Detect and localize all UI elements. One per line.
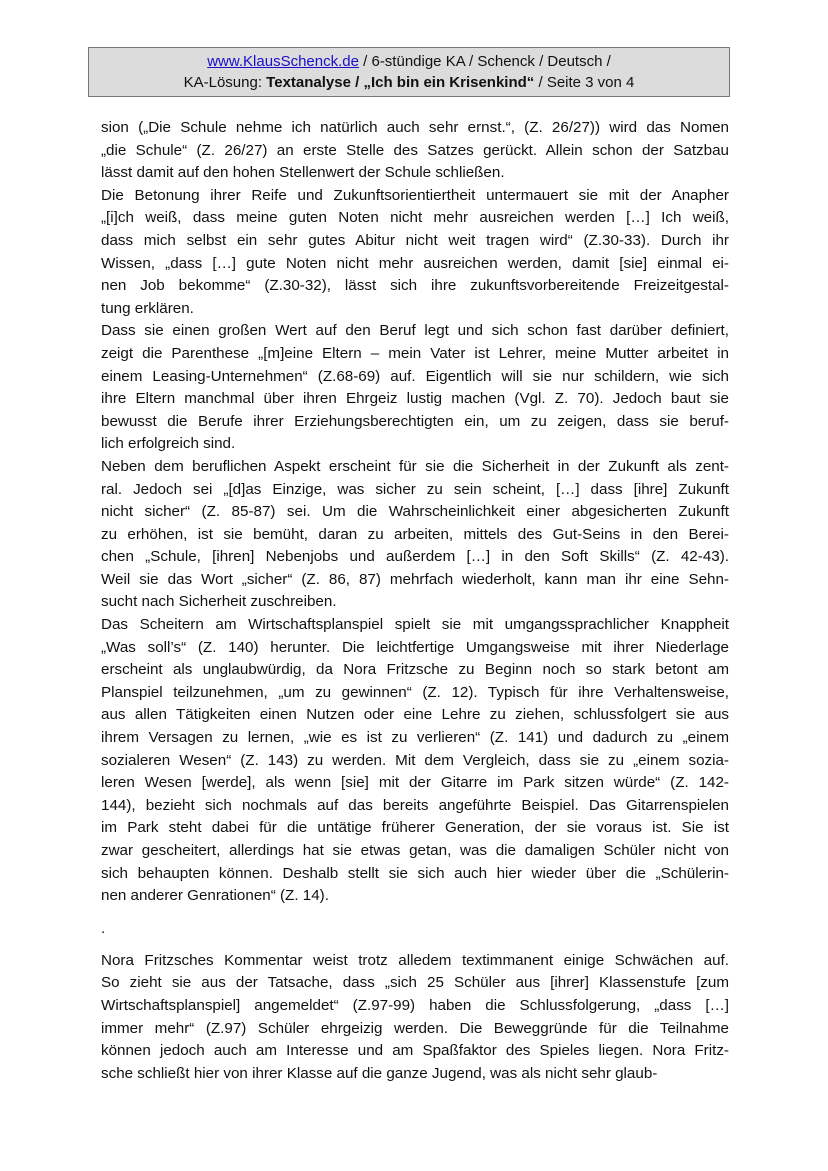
text-line: können jedoch auch am Interesse und am Spaßfaktor des Spieles liegen. Nora Fritz- (101, 1042, 729, 1060)
document-body (101, 117, 729, 1085)
text-line: zeigt die Parenthese „[m]eine Eltern – mein Vater ist Lehrer, meine Mutter arbeitet in (101, 344, 729, 362)
text-line: ihrem Versagen zu lernen, „wie es ist zu verlieren“ (Z. 141) und dadurch zu „einem (101, 729, 729, 747)
text-line: Dass sie einen großen Wert auf den Beruf legt und sich schon fast darüber definiert, (101, 322, 729, 340)
text-line: bewusst die Berufe ihrer Erziehungsberechtigten ein, um zu zeigen, dass sie beruf- (101, 412, 729, 430)
section-gap (101, 940, 729, 950)
text-line: Weil sie das Wort „sicher“ (Z. 86, 87) mehrfach wiederholt, kann man ihr eine Sehn- (101, 570, 729, 588)
text-line: zwar gescheitert, allerdings hat sie etwas getan, was die damaligen Schüler nicht von (101, 842, 729, 859)
paragraph (101, 185, 729, 321)
header-line-1-rest: / 6-stündige KA / Schenck / Deutsch / (358, 53, 611, 70)
site-link[interactable]: www.KlausSchenck.de (207, 53, 359, 70)
page-header (88, 47, 730, 97)
text-line: sucht nach Sicherheit zuschreiben. (101, 593, 337, 611)
text-line: leren Wesen [werde], als wenn [sie] mit der Gitarre im Park sitzen würde“ (Z. 142- (101, 774, 729, 792)
header-line-2 (89, 72, 729, 93)
paragraph (101, 456, 729, 614)
text-line: 144), bezieht sich nochmals auf das bereits angeführte Beispiel. Das Gitarrenspielen (101, 796, 729, 814)
text-line: nen Job bekomme“ (Z.30-32), lässt sich ihre zukunftsvorbereitende Freizeitgestal- (101, 277, 729, 295)
text-line: Die Betonung ihrer Reife und Zukunftsorientiertheit untermauert sie mit der Anapher (101, 186, 729, 204)
header-title: Textanalyse / „Ich bin ein Krisenkind“ (266, 74, 535, 91)
text-line: nicht sicher“ (Z. 85-87) sei. Um die Wahrscheinlichkeit einer abgesicherten Zukunft (101, 503, 729, 521)
text-line: sion („Die Schule nehme ich natürlich auch sehr ernst.“, (Z. 26/27)) wird das Nomen (101, 119, 729, 136)
text-line: Neben dem beruflichen Aspekt erscheint für sie die Sicherheit in der Zukunft als zent- (101, 457, 729, 475)
text-line: aus allen Tätigkeiten einen Nutzen oder eine Lehre zu ziehen, schlussfolgert sie aus (101, 706, 729, 724)
text-line: dass mich selbst ein sehr gutes Abitur nicht weit tragen wird“ (Z.30-33). Durch ihr (101, 231, 729, 249)
text-line: lässt damit auf den hohen Stellenwert der Schule schließen. (101, 164, 505, 182)
text-line: nen anderer Genrationen“ (Z. 14). (101, 887, 329, 905)
paragraph (101, 320, 729, 456)
text-line: Das Scheitern am Wirtschaftsplanspiel spielt sie mit umgangssprachlicher Knappheit (101, 616, 729, 634)
text-line: lich erfolgreich sind. (101, 435, 236, 453)
text-line: sozialeren Wesen“ (Z. 143) zu werden. Mit dem Vergleich, dass sie zu „einem sozia- (101, 751, 729, 769)
text-line: Wirtschaftsplanspiel] angemeldet“ (Z.97-99) haben die Schlussfolgerung, „dass […] (101, 996, 729, 1014)
text-line: sich behaupten können. Deshalb stellt sie sich auch hier wieder über die „Schülerin- (101, 864, 729, 882)
paragraph (101, 614, 729, 908)
text-line: sche schließt hier von ihrer Klasse auf die ganze Jugend, was als nicht sehr glaub- (101, 1064, 658, 1082)
text-line: im Park steht dabei für die untätige früherer Generation, der sie voraus ist. Sie ist (101, 819, 729, 837)
text-line: Nora Fritzsches Kommentar weist trotz alledem textimmanent einige Schwächen auf. (101, 951, 729, 969)
header-page-info: / Seite 3 von 4 (534, 74, 635, 91)
text-line: ral. Jedoch sei „[d]as Einzige, was sicher zu sein scheint, […] dass [ihre] Zukunft (101, 480, 729, 498)
text-line: erscheint als unglaubwürdig, da Nora Fritzsche zu Beginn noch so stark betont am (101, 661, 729, 679)
text-line: ihre Eltern manchmal über ihren Ehrgeiz lustig machen (Vgl. Z. 70). Jedoch baut sie (101, 390, 729, 408)
header-line-1 (89, 51, 729, 72)
text-line: „[i]ch weiß, dass meine guten Noten nicht mehr ausreichen werden […] Ich weiß, (101, 209, 729, 227)
text-line: „Was soll’s“ (Z. 140) herunter. Die leichtfertige Umgangsweise mit ihrer Niederlage (101, 638, 729, 656)
text-line: chen „Schule, [ihren] Nebenjobs und außerdem […] in den Soft Skills“ (Z. 42-43). (101, 548, 729, 566)
text-line: Wissen, „dass […] gute Noten nicht mehr ausreichen werden, damit [sie] einmal ei- (101, 254, 729, 272)
body-section-1 (101, 117, 729, 908)
text-line: tung erklären. (101, 299, 194, 317)
text-line: „die Schule“ (Z. 26/27) an erste Stelle des Satzes gerückt. Allein schon der Satzbau (101, 141, 729, 159)
body-section-2 (101, 950, 729, 1086)
paragraph (101, 950, 729, 1086)
text-line: So zieht sie aus der Tatsache, dass „sich 25 Schüler aus [ihrer] Klassenstufe [zum (101, 974, 729, 992)
text-line: Planspiel teilzunehmen, „um zu gewinnen“ (Z. 12). Typisch für ihre Verhaltensweise, (101, 683, 729, 701)
paragraph (101, 117, 729, 185)
header-label: KA-Lösung: (183, 74, 267, 91)
separator-dot: . (101, 919, 106, 937)
text-line: zu erhöhen, ist sie bemüht, daran zu arbeiten, mittels des Gut-Seins in den Berei- (101, 525, 729, 543)
text-line: immer mehr“ (Z.97) Schüler ehrgeizig werden. Die Beweggründe für die Teilnahme (101, 1019, 729, 1037)
text-line: einem Leasing-Unternehmen“ (Z.68-69) auf. Eigentlich will sie nur schildern, wie sich (101, 367, 729, 385)
